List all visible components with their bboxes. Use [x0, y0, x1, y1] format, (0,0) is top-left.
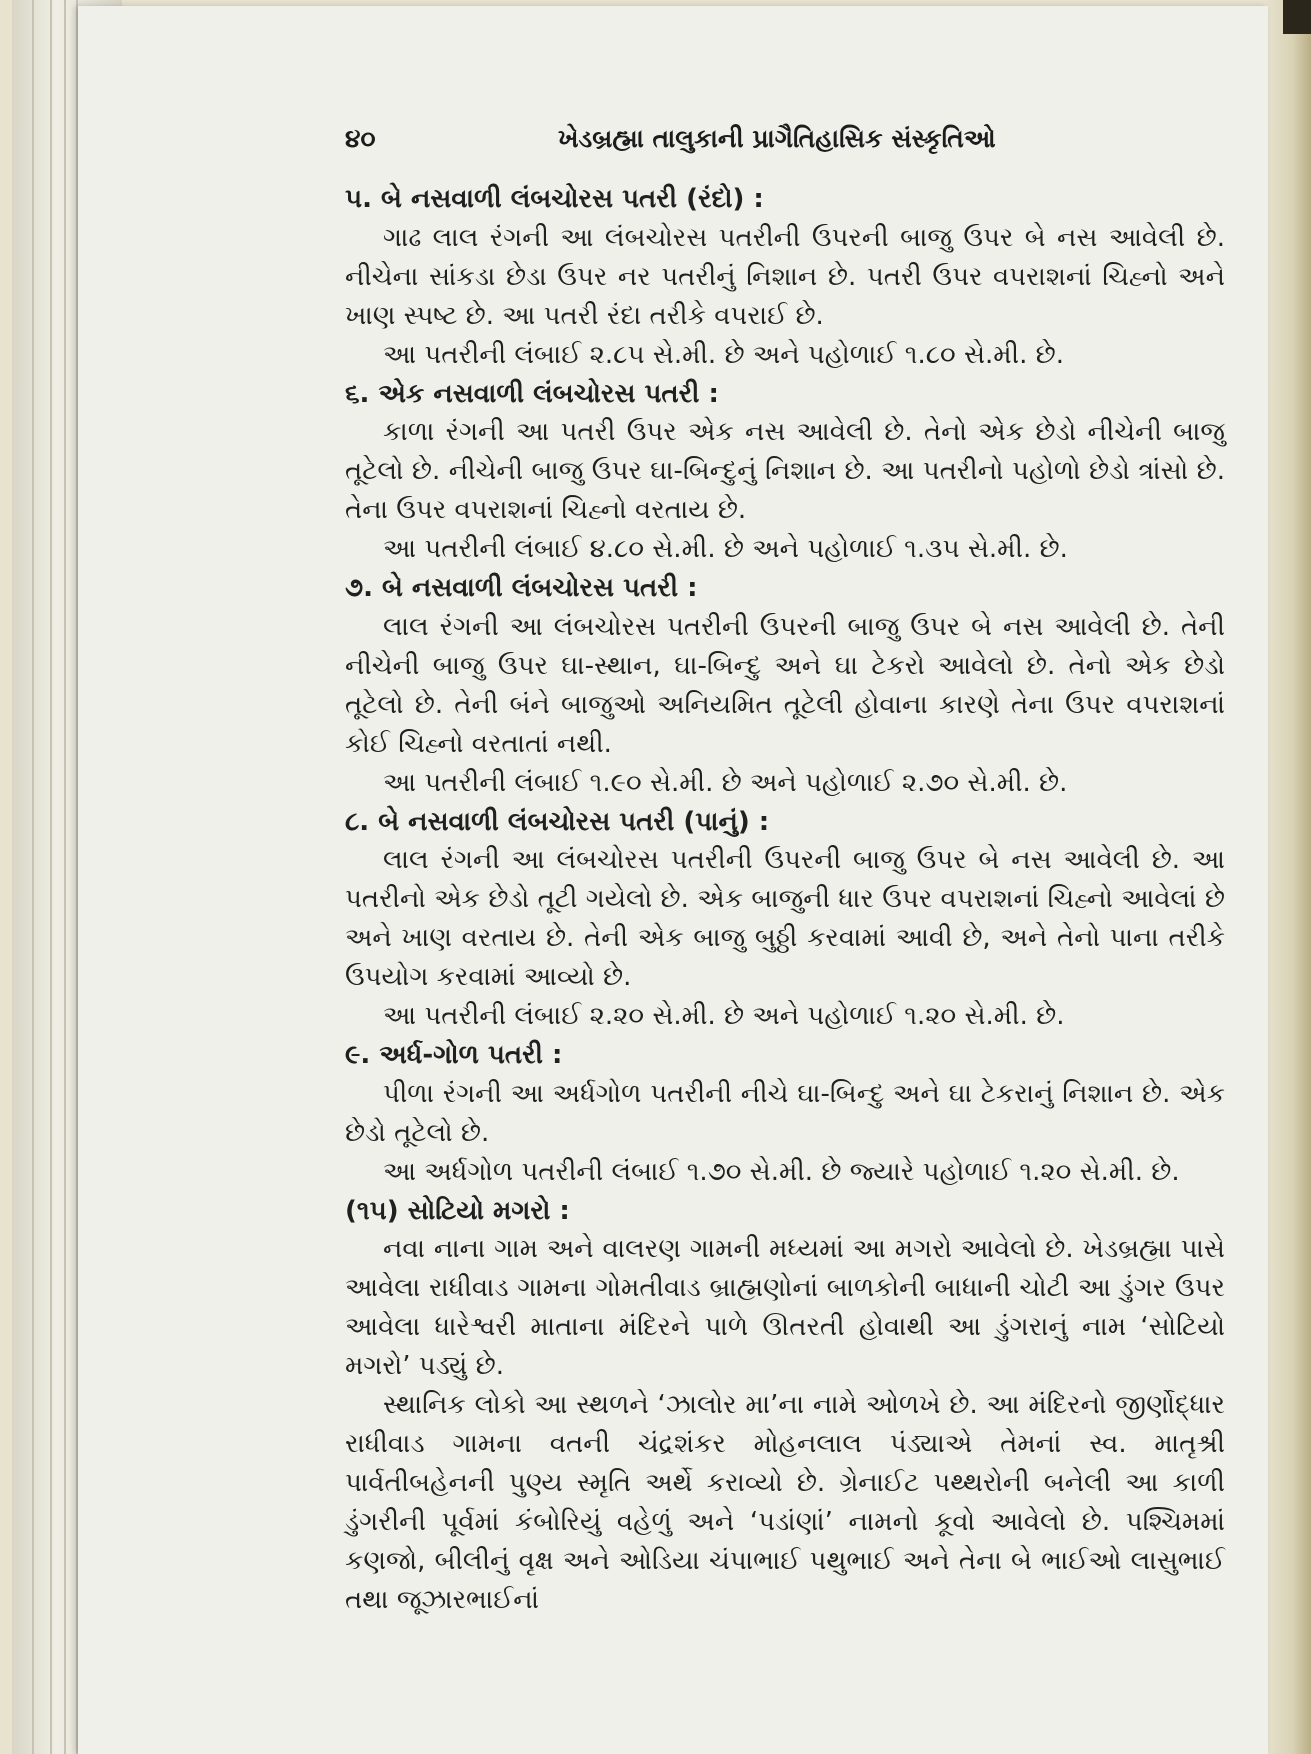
- body-paragraph: આ પતરીની લંબાઈ ૨.૮૫ સે.મી. છે અને પહોળાઈ ૧.૮૦ સે.મી. છે.: [383, 339, 1064, 370]
- section-heading: ૮. બે નસવાળી લંબચોરસ પતરી (પાનું) :: [345, 806, 770, 837]
- body-text: [345, 180, 1225, 1620]
- body-paragraph: આ પતરીની લંબાઈ ૪.૮૦ સે.મી. છે અને પહોળાઈ ૧.૩૫ સે.મી. છે.: [383, 534, 1068, 565]
- body-paragraph: લાલ રંગની આ લંબચોરસ પતરીની ઉપરની બાજુ ઉપર બે નસ આવેલી છે. આ પતરીનો એક છેડો તૂટી ગયેલો છે. એક બાજુની ધાર ઉપર વપરાશનાં ચિહ્નો આવેલાં છે અને ખાણ વરતાય છે. તેની એક બાજુ બુઠ્ઠી કરવામાં આવી છે, અને તેનો પાના તરીકે ઉપયોગ કરવામાં આવ્યો છે.: [345, 845, 1225, 993]
- body-paragraph: સ્થાનિક લોકો આ સ્થળને ‘ઝાલોર મા’ના નામે ઓળખે છે. આ મંદિરનો જીર્ણોદ્ધાર રાધીવાડ ગામના વતની ચંદ્રશંકર મોહનલાલ પંડ્યાએ તેમનાં સ્વ. માતૃશ્રી પાર્વતીબહેનની પુણ્ય સ્મૃતિ અર્થે કરાવ્યો છે. ગ્રેનાઈટ પથ્થરોની બનેલી આ કાળી ડુંગરીની પૂર્વમાં કંબોરિયું વહેળું અને ‘પડાંણાં’ નામનો કૂવો આવેલો છે. પશ્ચિમમાં કણજો, બીલીનું વૃક્ષ અને ઓડિયા ચંપાભાઈ પથુભાઈ અને તેના બે ભાઈઓ લાસુભાઈ તથા જૂઝારભાઈનાં: [345, 1390, 1225, 1615]
- body-paragraph: આ અર્ધગોળ પતરીની લંબાઈ ૧.૭૦ સે.મી. છે જ્યારે પહોળાઈ ૧.૨૦ સે.મી. છે.: [383, 1156, 1180, 1187]
- running-title: ખેડબ્રહ્મા તાલુકાની પ્રાગૈતિહાસિક સંસ્કૃતિઓ: [558, 124, 996, 153]
- section-heading: ૫. બે નસવાળી લંબચોરસ પતરી (રંદો) :: [345, 184, 764, 214]
- page-number: ૪૦: [345, 124, 376, 153]
- section-heading: (૧૫) સોટિયો મગરો :: [345, 1195, 570, 1226]
- page-header: [345, 124, 1005, 164]
- body-paragraph: લાલ રંગની આ લંબચોરસ પતરીની ઉપરની બાજુ ઉપર બે નસ આવેલી છે. તેની નીચેની બાજુ ઉપર ઘા-સ્થાન, ઘા-બિન્દુ અને ઘા ટેકરો આવેલો છે. તેનો એક છેડો તૂટેલો છે. તેની બંને બાજુઓ અનિયમિત તૂટેલી હોવાના કારણે તેના ઉપર વપરાશનાં કોઈ ચિહ્નો વરતાતાં નથી.: [345, 611, 1225, 759]
- book-edge: [1265, 0, 1311, 1754]
- section-heading: ૯. અર્ધ-ગોળ પતરી :: [345, 1039, 563, 1070]
- body-paragraph: કાળા રંગની આ પતરી ઉપર એક નસ આવેલી છે. તેનો એક છેડો નીચેની બાજુ તૂટેલો છે. નીચેની બાજુ ઉપર ઘા-બિન્દુનું નિશાન છે. આ પતરીનો પહોળો છેડો ત્રાંસો છે. તેના ઉપર વપરાશનાં ચિહ્નો વરતાય છે.: [345, 417, 1225, 526]
- body-paragraph: આ પતરીની લંબાઈ ૨.૨૦ સે.મી. છે અને પહોળાઈ ૧.૨૦ સે.મી. છે.: [383, 1001, 1065, 1032]
- body-paragraph: આ પતરીની લંબાઈ ૧.૯૦ સે.મી. છે અને પહોળાઈ ૨.૭૦ સે.મી. છે.: [383, 767, 1068, 798]
- body-paragraph: પીળા રંગની આ અર્ધગોળ પતરીની નીચે ઘા-બિન્દુ અને ઘા ટેકરાનું નિશાન છે. એક છેડો તૂટેલો છે.: [345, 1078, 1225, 1148]
- body-paragraph: નવા નાના ગામ અને વાલરણ ગામની મધ્યમાં આ મગરો આવેલો છે. ખેડબ્રહ્મા પાસે આવેલા રાધીવાડ ગામના ગોમતીવાડ બ્રાહ્મણોનાં બાળકોની બાધાની ચોટી આ ડુંગર ઉપર આવેલા ધારેશ્વરી માતાના મંદિરને પાળે ઊતરતી હોવાથી આ ડુંગરાનું નામ ‘સોટિયો મગરો’ પડ્યું છે.: [345, 1234, 1225, 1382]
- section-heading: ૭. બે નસવાળી લંબચોરસ પતરી :: [345, 573, 698, 604]
- dark-corner: [1283, 0, 1311, 34]
- body-paragraph: ગાઢ લાલ રંગની આ લંબચોરસ પતરીની ઉપરની બાજુ ઉપર બે નસ આવેલી છે. નીચેના સાંકડા છેડા ઉપર નર પતરીનું નિશાન છે. પતરી ઉપર વપરાશનાં ચિહ્નો અને ખાણ સ્પષ્ટ છે. આ પતરી રંદા તરીકે વપરાઈ છે.: [345, 222, 1225, 331]
- section-heading: ૬. એક નસવાળી લંબચોરસ પતરી :: [345, 378, 719, 409]
